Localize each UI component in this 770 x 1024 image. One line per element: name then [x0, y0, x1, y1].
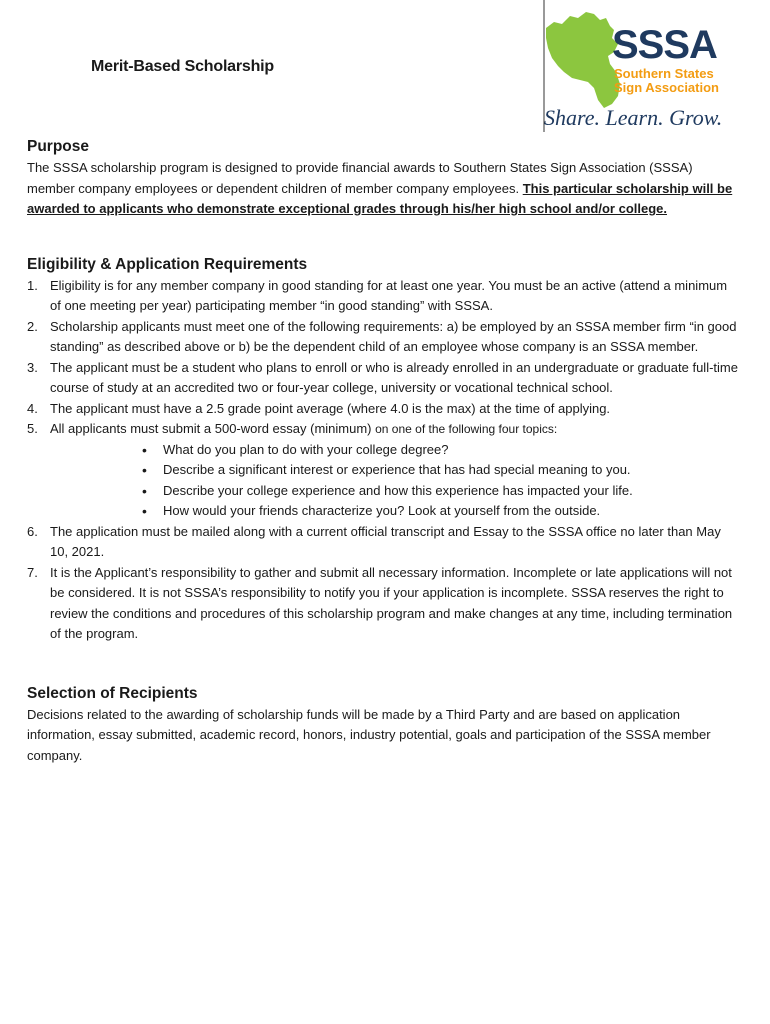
purpose-emphasis: This particular scholarship will be awarded to applicants who demonstrate exceptional grades through his/her high school and/or college. [27, 180, 733, 216]
list-item [27, 276, 739, 317]
selection-paragraph: Decisions related to the awarding of scholarship funds will be made by a Third Party and are based on application information, essay submitted, academic record, honors, industry potential, goals and participation of the SSSA member company. [27, 706, 711, 763]
essay-topic: • How would your friends characterize you? Look at yourself from the outside. [138, 501, 739, 522]
list-item-number: 2. [27, 318, 38, 334]
list-item-number: 5. [27, 421, 38, 436]
list-item-text: Eligibility is for any member company in good standing for at least one year. You must be an active (attend a minimum of one meeting per year) participating member “in good standing” with SSSA. [50, 277, 728, 313]
logo-acronym: SSSA [612, 23, 717, 67]
purpose-text: The SSSA scholarship program is designed to provide financial awards to Southern States Sign Association (SSSA) member company employees or dependent children of member company employees. [27, 160, 693, 196]
list-item-number: 6. [27, 523, 38, 539]
sssa-logo [542, 0, 732, 135]
list-item-text: All applicants must submit a 500-word essay (minimum) [50, 421, 376, 436]
list-item-number: 7. [27, 564, 38, 580]
list-item [27, 399, 739, 420]
purpose-paragraph [27, 158, 739, 220]
list-item [27, 358, 739, 399]
list-item-number: 4. [27, 400, 38, 416]
purpose-heading: Purpose [27, 138, 90, 155]
list-item-text: The application must be mailed along with a current official transcript and Essay to the SSSA office no later than May 10, 2021. [50, 523, 721, 559]
list-item [27, 317, 739, 358]
list-item-text: Scholarship applicants must meet one of the following requirements: a) be employed by an SSSA member firm “in good standing” as described above or b) be the dependent child of an employee whose company is an SSSA member. [50, 318, 737, 354]
list-item-text: The applicant must be a student who plans to enroll or who is already enrolled in an undergraduate or graduate full-time course of study at an accredited two or four-year college, university or vocational technical school. [50, 359, 738, 395]
essay-topics-list [50, 440, 739, 522]
page-title: Merit-Based Scholarship [91, 58, 275, 75]
essay-topic: • Describe your college experience and how this experience has impacted your life. [138, 481, 739, 502]
list-item-number: 3. [27, 359, 38, 375]
requirements-list [27, 276, 739, 645]
selection-section [27, 683, 739, 767]
purpose-section [27, 136, 739, 220]
list-item-text-tail: on one of the following four topics: [375, 422, 558, 436]
essay-topic: • Describe a significant interest or experience that has had special meaning to you. [138, 460, 739, 481]
logo-org-line2: Sign Association [614, 80, 719, 95]
list-item-number: 1. [27, 277, 38, 293]
selection-heading: Selection of Recipients [27, 684, 198, 702]
list-item [27, 522, 739, 563]
list-item-text: It is the Applicant’s responsibility to gather and submit all necessary information. Incomplete or late applications will not be considered. It is not SSSA’s responsibility to notify you if your application is incomplete. SSSA reserves the right to review the conditions and procedures of this scholarship program and make changes at any time, including termination of the program. [50, 564, 733, 641]
list-item-text: The applicant must have a 2.5 grade point average (where 4.0 is the max) at the time of applying. [50, 400, 611, 416]
document-body [27, 136, 739, 766]
logo-tagline: Share. Learn. Grow. [544, 105, 723, 130]
list-item [27, 563, 739, 645]
logo-org-line1: Southern States [614, 66, 714, 81]
southern-states-map-icon [546, 12, 620, 108]
essay-topic: • What do you plan to do with your college degree? [138, 440, 739, 461]
eligibility-heading: Eligibility & Application Requirements [27, 255, 308, 273]
eligibility-section [27, 254, 739, 645]
list-item [27, 419, 739, 522]
